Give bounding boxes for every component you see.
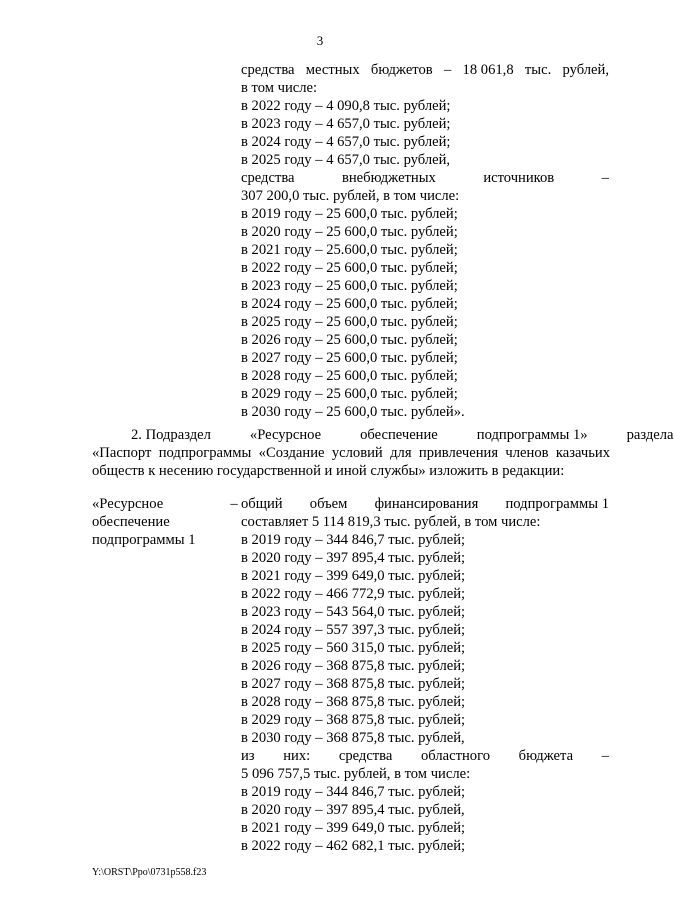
extra-budget-line — [241, 169, 609, 187]
passport-dash: – — [230, 496, 238, 512]
text-line: 307 200,0 тыс. рублей, в том числе: — [241, 188, 460, 204]
year-line: в 2020 году – 397 895,4 тыс. рублей; — [241, 550, 466, 566]
label-line: обеспечение — [92, 514, 170, 530]
year-line: в 2022 году – 466 772,9 тыс. рублей; — [241, 586, 466, 602]
text-word: – — [601, 170, 609, 186]
text-word: подпрограммы 1 — [505, 496, 609, 512]
year-line: в 2025 году – 25 600,0 тыс. рублей; — [241, 314, 458, 330]
text-word: 2. Подраздел — [131, 427, 211, 443]
year-line: в 2030 году – 25 600,0 тыс. рублей». — [241, 404, 465, 420]
label-line: подпрограммы 1 — [92, 532, 196, 548]
text-word: бюджетов — [370, 62, 433, 78]
text-word: «Ресурсное — [249, 427, 322, 443]
year-line: в 2023 году – 25 600,0 тыс. рублей; — [241, 278, 458, 294]
text-word: членов — [505, 445, 549, 461]
text-word: подпрограммы — [158, 445, 252, 461]
text-word: 18 061,8 — [462, 62, 514, 78]
text-word: условий — [331, 445, 383, 461]
text-word: из — [241, 748, 255, 764]
paragraph-line — [92, 444, 610, 462]
year-line: в 2026 году – 368 875,8 тыс. рублей; — [241, 658, 466, 674]
passport-label — [92, 495, 224, 549]
year-line: в 2030 году – 368 875,8 тыс. рублей, — [241, 730, 465, 746]
year-line: в 2029 году – 368 875,8 тыс. рублей; — [241, 712, 466, 728]
year-line: в 2019 году – 344 846,7 тыс. рублей; — [241, 532, 466, 548]
text-word: областного — [421, 748, 490, 764]
year-line: в 2024 году – 25 600,0 тыс. рублей; — [241, 296, 458, 312]
year-line: в 2027 году – 368 875,8 тыс. рублей; — [241, 676, 466, 692]
text-word: «Создание — [258, 445, 325, 461]
paragraph-line — [92, 426, 674, 444]
text-word: казачьих — [555, 445, 610, 461]
text-line: составляет 5 114 819,3 тыс. рублей, в том числе: — [241, 514, 541, 530]
text-word: «Паспорт — [92, 445, 152, 461]
text-word: подпрограммы 1» — [476, 427, 588, 443]
year-line: в 2020 году – 397 895,4 тыс. рублей, — [241, 802, 465, 818]
year-line: в 2022 году – 4 090,8 тыс. рублей; — [241, 98, 451, 114]
year-line: в 2023 году – 543 564,0 тыс. рублей; — [241, 604, 466, 620]
page-number: 3 — [316, 33, 324, 48]
year-line: в 2021 году – 399 649,0 тыс. рублей; — [241, 568, 466, 584]
year-line: в 2028 году – 368 875,8 тыс. рублей; — [241, 694, 466, 710]
text-word: средства — [241, 170, 295, 186]
text-word: раздела — [626, 427, 674, 443]
total-line — [241, 495, 609, 513]
file-path-footer: Y:\ORST\Ppo\0731p558.f23 — [92, 867, 207, 878]
text-word: тыс. — [524, 62, 552, 78]
text-word: рублей, — [562, 62, 609, 78]
year-line: в 2019 году – 344 846,7 тыс. рублей; — [241, 784, 466, 800]
text-word: – — [443, 62, 452, 78]
year-line: в 2026 году – 25 600,0 тыс. рублей; — [241, 332, 458, 348]
paragraph-line: обществ к несению государственной и иной службы» изложить в редакции: — [92, 463, 565, 479]
year-line: в 2029 году – 25 600,0 тыс. рублей; — [241, 386, 458, 402]
year-line: в 2022 году – 462 682,1 тыс. рублей; — [241, 838, 466, 854]
text-word: них: — [283, 748, 311, 764]
text-word: средства — [241, 62, 295, 78]
text-line: в том числе: — [241, 80, 318, 96]
year-line: в 2023 году – 4 657,0 тыс. рублей; — [241, 116, 451, 132]
label-line: «Ресурсное — [92, 496, 164, 512]
year-line: в 2025 году – 4 657,0 тыс. рублей, — [241, 152, 451, 168]
item-2-paragraph — [92, 426, 674, 480]
text-word: общий — [241, 496, 283, 512]
year-line: в 2025 году – 560 315,0 тыс. рублей; — [241, 640, 466, 656]
year-line: в 2019 году – 25 600,0 тыс. рублей; — [241, 206, 458, 222]
year-line: в 2024 году – 557 397,3 тыс. рублей; — [241, 622, 466, 638]
year-line: в 2024 году – 4 657,0 тыс. рублей; — [241, 134, 451, 150]
year-line: в 2020 году – 25 600,0 тыс. рублей; — [241, 224, 458, 240]
year-line: в 2028 году – 25 600,0 тыс. рублей; — [241, 368, 458, 384]
year-line: в 2021 году – 25.600,0 тыс. рублей; — [241, 242, 458, 258]
text-word: внебюджетных — [341, 170, 436, 186]
year-line: в 2021 году – 399 649,0 тыс. рублей; — [241, 820, 466, 836]
text-word: средства — [338, 748, 393, 764]
text-word: – — [601, 748, 609, 764]
funding-continuation-block — [241, 61, 609, 421]
text-word: источников — [483, 170, 555, 186]
text-word: бюджета — [518, 748, 574, 764]
text-word: для — [390, 445, 412, 461]
regional-budget-line — [241, 747, 609, 765]
year-line: в 2027 году – 25 600,0 тыс. рублей; — [241, 350, 458, 366]
local-budget-line — [241, 61, 609, 79]
passport-values — [241, 495, 609, 855]
text-word: финансирования — [374, 496, 479, 512]
text-word: обеспечение — [360, 427, 438, 443]
text-word: объем — [309, 496, 348, 512]
year-line: в 2022 году – 25 600,0 тыс. рублей; — [241, 260, 458, 276]
text-word: привлечения — [418, 445, 499, 461]
text-word: местных — [305, 62, 360, 78]
text-line: 5 096 757,5 тыс. рублей, в том числе: — [241, 766, 471, 782]
